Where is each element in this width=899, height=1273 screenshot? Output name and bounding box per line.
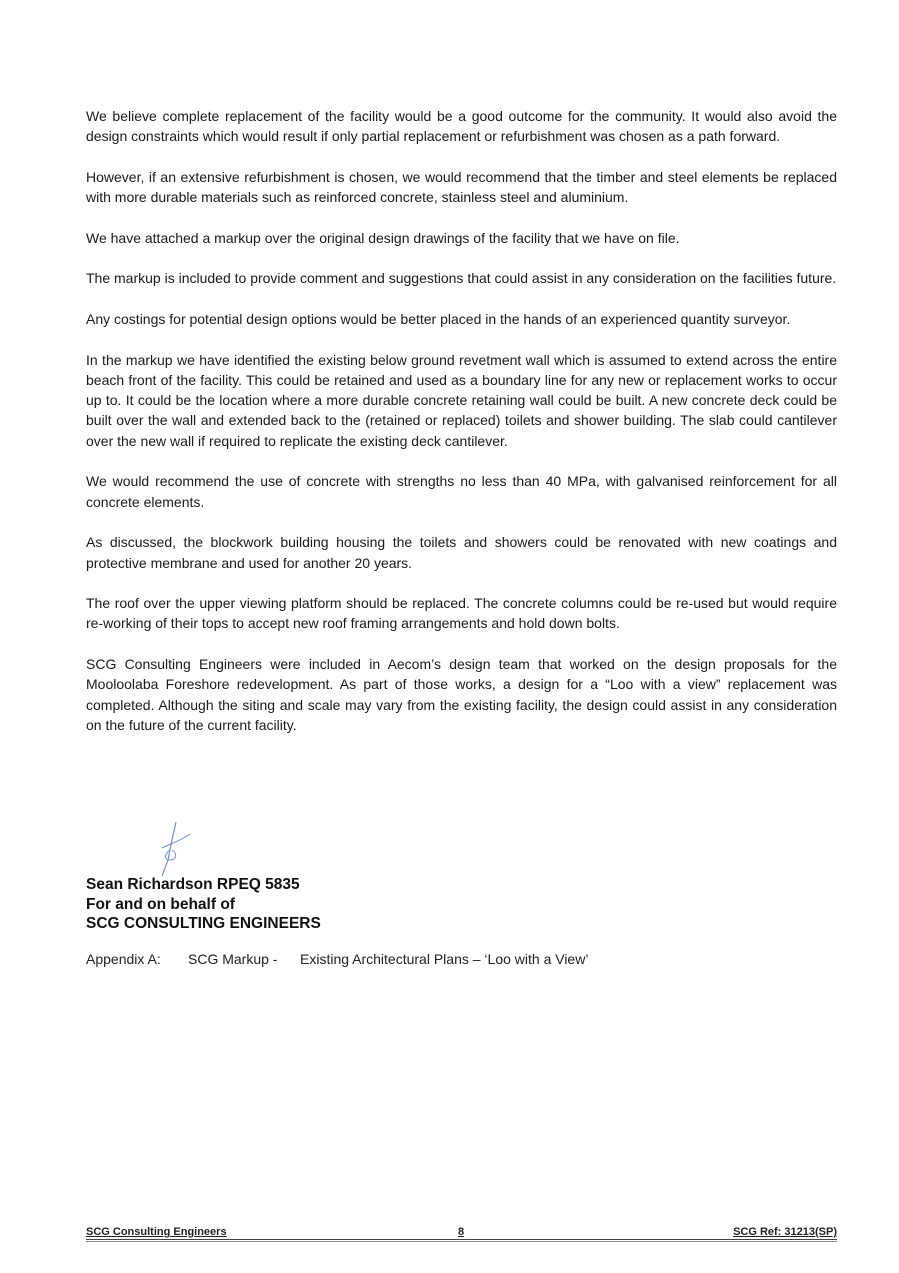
- footer-rule-secondary: [86, 1241, 837, 1242]
- footer-page-number: 8: [458, 1226, 465, 1238]
- appendix-part2: Existing Architectural Plans – ‘Loo with a View’: [300, 951, 589, 967]
- paragraph-aecom-design: SCG Consulting Engineers were included in Aecom’s design team that worked on the design proposals for the Mooloolaba Foreshore redevelopment. As part of those works, a design for a “Loo with a view” replacement was completed. Although the siting and scale may vary from the existing facility, the design could assist in any consideration on the future of the current facility.: [86, 656, 837, 733]
- footer-reference: SCG Ref: 31213(SP): [733, 1226, 837, 1238]
- paragraph-costings: Any costings for potential design options would be better placed in the hands of an experienced quantity surveyor.: [86, 310, 791, 327]
- paragraph-replacement-outcome: We believe complete replacement of the facility would be a good outcome for the community. It would also avoid the design constraints which would result if only partial replacement or refurbishment was chosen as a path forward.: [86, 108, 837, 145]
- footer-rule: [86, 1239, 837, 1240]
- signatory-name: Sean Richardson RPEQ 5835: [86, 876, 300, 893]
- appendix-line: [86, 951, 588, 967]
- paragraph-revetment-wall: In the markup we have identified the existing below ground revetment wall which is assumed to extend across the entire beach front of the facility. This could be retained and used as a boundary line for any new or replacement works to occur up to. It could be the location where a more durable concrete retaining wall could be built. A new concrete deck could be built over the wall and extended back to the (retained or replaced) toilets and shower building. The slab could cantilever over the new wall if required to replicate the existing deck cantilever.: [86, 351, 837, 449]
- signature-block: [86, 875, 321, 934]
- paragraph-markup-purpose: The markup is included to provide comment and suggestions that could assist in any consideration on the facilities future.: [86, 270, 837, 287]
- behalf-line: For and on behalf of: [86, 895, 235, 913]
- paragraph-blockwork-building: As discussed, the blockwork building housing the toilets and showers could be renovated with new coatings and protective membrane and used for another 20 years.: [86, 534, 837, 571]
- appendix-part1: SCG Markup -: [188, 951, 278, 967]
- paragraph-roof: The roof over the upper viewing platform should be replaced. The concrete columns could be re-used but would require re-working of their tops to accept new roof framing arrangements and hold down bolts.: [86, 595, 837, 632]
- company-name: SCG CONSULTING ENGINEERS: [86, 915, 321, 932]
- appendix-label: Appendix A:: [86, 951, 161, 967]
- footer-company: SCG Consulting Engineers: [86, 1226, 227, 1238]
- signature-image: [150, 820, 194, 878]
- paragraph-markup-attached: We have attached a markup over the original design drawings of the facility that we have on file.: [86, 229, 680, 246]
- paragraph-concrete-strength: We would recommend the use of concrete with strengths no less than 40 MPa, with galvanised reinforcement for all concrete elements.: [86, 473, 837, 510]
- paragraph-refurbishment: However, if an extensive refurbishment is chosen, we would recommend that the timber and steel elements be replaced with more durable materials such as reinforced concrete, stainless steel and aluminium.: [86, 168, 837, 206]
- body-text: [86, 106, 837, 756]
